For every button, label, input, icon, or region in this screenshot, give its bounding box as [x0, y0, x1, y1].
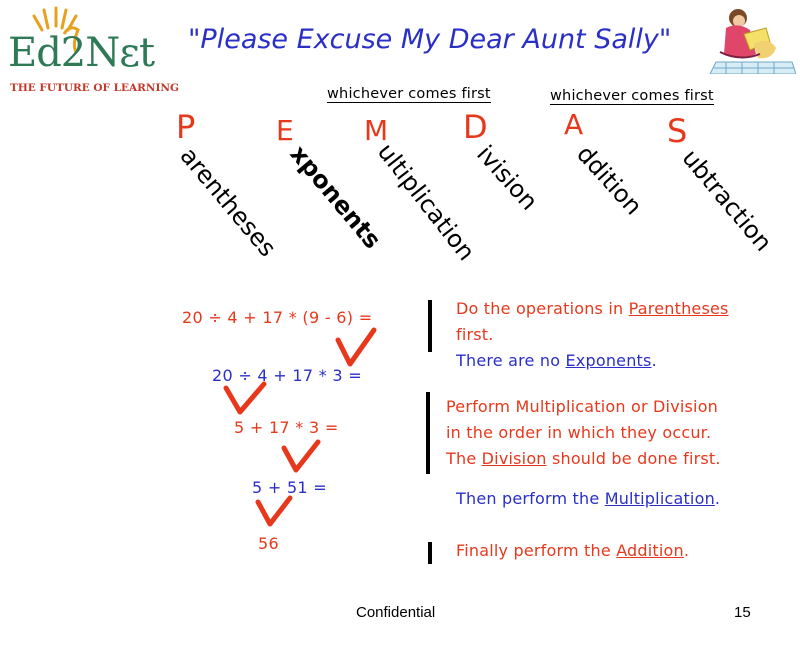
word-division: ivision [471, 140, 544, 216]
letter-a: A [564, 108, 584, 141]
word-parentheses: arentheses [174, 142, 282, 263]
explanation-exponents: There are no Exponents. [456, 351, 657, 370]
word-subtraction: ubtraction [676, 144, 778, 257]
checkmark-icon [280, 438, 324, 478]
word-addition: ddition [571, 140, 648, 221]
explanation-mult-div: Perform Multiplication or Division in the order in which they occur. The Division should be done first. [446, 397, 721, 468]
checkmark-icon [254, 494, 298, 534]
step-2: 20 ÷ 4 + 17 * 3 = [212, 366, 362, 385]
letter-s: S [667, 112, 688, 150]
letter-d: D [463, 108, 488, 146]
logo-tagline: THE FUTURE OF LEARNING [10, 82, 179, 94]
page-number: 15 [734, 604, 751, 621]
divider-bar [428, 300, 432, 352]
step-result: 56 [258, 534, 279, 553]
note-left: whichever comes first [327, 86, 491, 102]
letter-e: E [276, 114, 294, 147]
explanation-parentheses: Do the operations in Parentheses first. [456, 299, 729, 344]
checkmark-icon [334, 326, 382, 368]
letter-p: P [176, 108, 196, 146]
explanation-addition: Finally perform the Addition. [456, 541, 690, 560]
divider-bar [426, 392, 430, 474]
explanation-multiplication: Then perform the Multiplication. [456, 489, 721, 508]
checkmark-icon [222, 380, 270, 420]
step-1: 20 ÷ 4 + 17 * (9 - 6) = [182, 308, 373, 327]
slide-title: "Please Excuse My Dear Aunt Sally" [188, 24, 672, 55]
footer-confidential: Confidential [356, 604, 436, 621]
step-3: 5 + 17 * 3 = [234, 418, 339, 437]
note-right: whichever comes first [550, 88, 714, 104]
step-4: 5 + 51 = [252, 478, 328, 497]
woman-reading-clipart-icon [696, 4, 796, 74]
divider-bar [428, 542, 432, 564]
word-exponents: xponents [284, 140, 387, 255]
letter-m: M [364, 114, 389, 147]
word-multiplication: ultiplication [371, 138, 481, 266]
logo-text: Ed2Nεt [8, 30, 155, 76]
